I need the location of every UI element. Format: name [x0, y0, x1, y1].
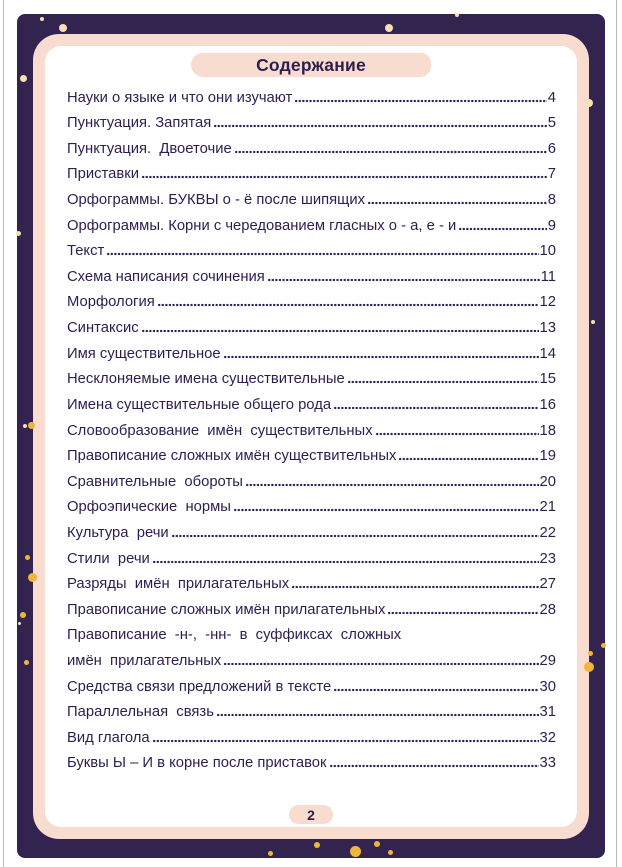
toc-entry-label: Пунктуация. Двоеточие — [67, 140, 232, 157]
toc-row — [67, 186, 556, 212]
toc-page-number: 10 — [539, 243, 556, 260]
toc-page-number: 13 — [539, 320, 556, 337]
toc-leader-dots — [234, 508, 539, 512]
toc-entry-label: Несклоняемые имена существительные — [67, 371, 345, 388]
toc-page-number: 7 — [547, 166, 556, 183]
toc-entry-label: Морфология — [67, 294, 155, 311]
toc-entry-label: Имя существительное — [67, 345, 221, 362]
toc-leader-dots — [107, 252, 538, 256]
toc-entry-label: Имена существительные общего рода — [67, 396, 332, 413]
toc-page-number: 21 — [539, 499, 556, 516]
toc-list — [67, 84, 556, 775]
toc-page-number: 19 — [539, 448, 556, 465]
toc-leader-dots — [459, 227, 546, 231]
toc-page-number: 20 — [539, 473, 556, 490]
page-edge-line-right — [616, 0, 617, 867]
toc-row — [67, 443, 556, 469]
toc-entry-label: Буквы Ы – И в корне после приставок — [67, 755, 327, 772]
toc-leader-dots — [217, 713, 539, 717]
toc-entry-label: Правописание сложных имён прилагательных — [67, 601, 386, 618]
page-title: Содержание — [256, 54, 366, 75]
toc-page-number: 29 — [539, 653, 556, 670]
toc-leader-dots — [224, 355, 539, 359]
toc-leader-dots — [246, 483, 539, 487]
toc-page-number: 16 — [539, 396, 556, 413]
toc-row — [67, 750, 556, 776]
toc-row — [67, 519, 556, 545]
toc-leader-dots — [142, 329, 539, 333]
toc-row — [67, 545, 556, 571]
toc-entry-label: Орфограммы. Корни с чередованием гласных о - а, е - и — [67, 217, 457, 234]
toc-page-number: 4 — [547, 89, 556, 106]
toc-page-number: 27 — [539, 576, 556, 593]
toc-page-number: 11 — [540, 268, 556, 285]
toc-entry-label: Сравнительные обороты — [67, 473, 243, 490]
toc-page-number: 30 — [539, 678, 556, 695]
toc-entry-label: Пунктуация. Запятая — [67, 115, 212, 132]
toc-leader-dots — [368, 201, 547, 205]
toc-page-number: 23 — [539, 550, 556, 567]
toc-leader-dots — [399, 457, 538, 461]
toc-row — [67, 314, 556, 340]
toc-page-number: 22 — [539, 524, 556, 541]
toc-entry-label: Правописание -н-, -нн- в суффиксах сложных — [67, 627, 402, 644]
toc-row — [67, 468, 556, 494]
toc-entry-label: Правописание сложных имён существительных — [67, 448, 397, 465]
toc-leader-dots — [172, 534, 539, 538]
toc-leader-dots — [334, 406, 538, 410]
toc-entry-label: Средства связи предложений в тексте — [67, 678, 332, 695]
toc-entry-label: Текст — [67, 243, 105, 260]
toc-entry-label: Синтаксис — [67, 320, 139, 337]
toc-row — [67, 135, 556, 161]
toc-leader-dots — [235, 150, 547, 154]
toc-entry-label: Культура речи — [67, 524, 169, 541]
toc-row — [67, 238, 556, 264]
inner-peach-frame — [33, 34, 589, 839]
toc-row — [67, 699, 556, 725]
toc-page-number: 18 — [539, 422, 556, 439]
toc-page-number: 33 — [539, 755, 556, 772]
toc-entry-label: Схема написания сочинения — [67, 268, 265, 285]
toc-row — [67, 391, 556, 417]
toc-row — [67, 110, 556, 136]
toc-entry-label: Орфограммы. БУКВЫ о - ё после шипящих — [67, 192, 366, 209]
toc-leader-dots — [268, 278, 540, 282]
page-edge-line-left — [3, 0, 4, 867]
toc-row — [67, 417, 556, 443]
toc-entry-label: Орфоэпические нормы — [67, 499, 231, 516]
toc-leader-dots — [376, 432, 539, 436]
toc-leader-dots — [214, 124, 546, 128]
toc-row — [67, 84, 556, 110]
toc-page-number: 15 — [539, 371, 556, 388]
toc-leader-dots — [388, 611, 538, 615]
page-number-badge — [289, 805, 333, 824]
toc-page-number: 28 — [539, 601, 556, 618]
toc-row — [67, 571, 556, 597]
toc-leader-dots — [330, 764, 539, 768]
toc-leader-dots — [142, 175, 547, 179]
toc-page-number: 8 — [547, 192, 556, 209]
toc-leader-dots — [292, 585, 538, 589]
toc-leader-dots — [334, 688, 538, 692]
toc-page-number: 31 — [539, 704, 556, 721]
toc-row — [67, 622, 556, 648]
decorative-border-frame — [17, 14, 605, 858]
toc-leader-dots — [153, 560, 539, 564]
content-area — [45, 46, 577, 827]
toc-page-number: 14 — [539, 345, 556, 362]
toc-row — [67, 596, 556, 622]
toc-entry-label: Разряды имён прилагательных — [67, 576, 290, 593]
toc-row — [67, 289, 556, 315]
toc-row — [67, 366, 556, 392]
toc-row — [67, 212, 556, 238]
toc-row — [67, 263, 556, 289]
toc-row — [67, 673, 556, 699]
toc-entry-label: Словообразование имён существительных — [67, 422, 373, 439]
toc-row — [67, 724, 556, 750]
toc-leader-dots — [224, 662, 538, 666]
toc-leader-dots — [153, 739, 539, 743]
toc-entry-label: Стили речи — [67, 550, 150, 567]
toc-row — [67, 494, 556, 520]
toc-entry-label: Приставки — [67, 166, 139, 183]
toc-leader-dots — [348, 380, 539, 384]
toc-entry-label: Параллельная связь — [67, 704, 214, 721]
toc-entry-label: имён прилагательных — [67, 653, 222, 670]
toc-leader-dots — [158, 303, 539, 307]
toc-page-number: 5 — [547, 115, 556, 132]
toc-page-number: 6 — [547, 140, 556, 157]
toc-row — [67, 340, 556, 366]
title-banner — [191, 53, 431, 77]
toc-leader-dots — [295, 99, 546, 103]
toc-page-number: 32 — [539, 729, 556, 746]
page-number: 2 — [307, 806, 315, 823]
toc-row — [67, 161, 556, 187]
toc-page-number: 12 — [539, 294, 556, 311]
toc-entry-label: Вид глагола — [67, 729, 150, 746]
toc-entry-label: Науки о языке и что они изучают — [67, 89, 293, 106]
toc-page-number: 9 — [547, 217, 556, 234]
toc-row — [67, 647, 556, 673]
